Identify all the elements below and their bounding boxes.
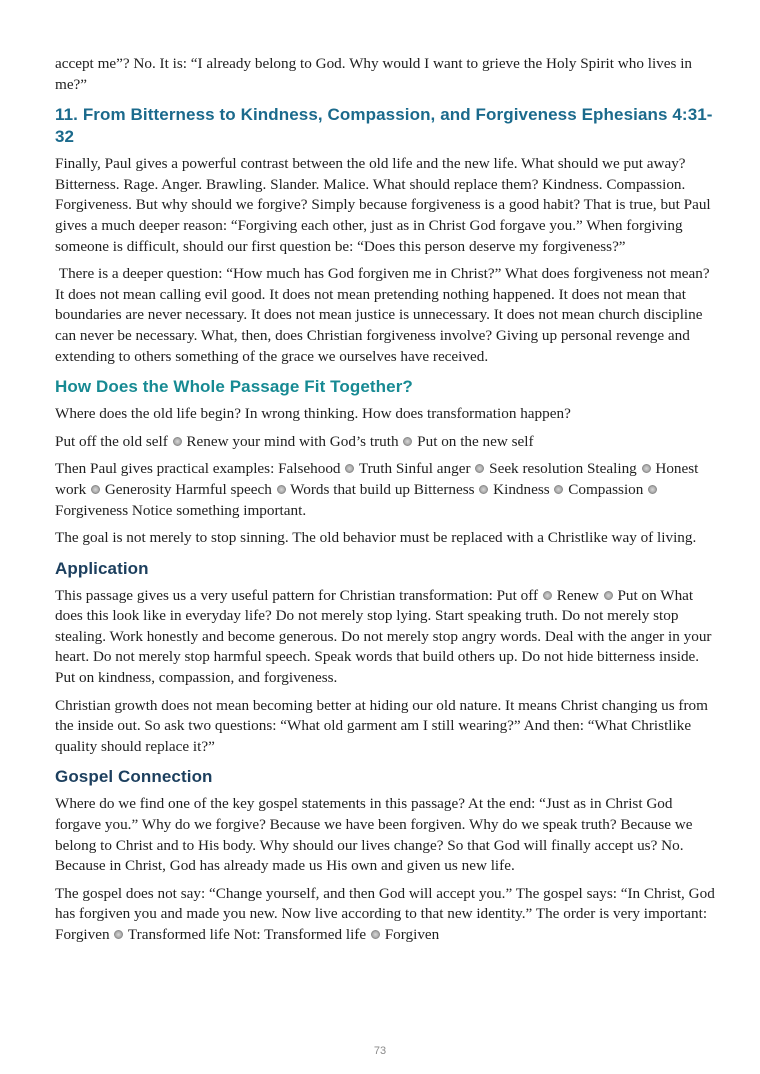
page-number: 73 (373, 1045, 387, 1057)
whole-passage-paragraph-3: The goal is not merely to stop sinning. The old behavior must be replaced with a Christlike way of living. (55, 529, 697, 547)
transformation-steps (55, 432, 718, 453)
examples-intro: Then Paul gives practical examples: Falsehood (55, 460, 341, 478)
circle-bullet-icon (648, 485, 657, 494)
gospel-connection-heading: Gospel Connection (55, 767, 213, 787)
example-item: Forgiveness Notice something important. (55, 501, 307, 519)
circle-bullet-icon (554, 485, 563, 494)
circle-bullet-icon (604, 591, 613, 600)
step-put-off: Put off the old self (55, 432, 168, 450)
example-item: Seek resolution Stealing (489, 460, 637, 478)
circle-bullet-icon (479, 485, 488, 494)
circle-bullet-icon (91, 485, 100, 494)
gospel-paragraph-2 (55, 884, 718, 946)
example-item: Kindness (493, 480, 550, 498)
example-item: Words that build up Bitterness (290, 480, 475, 498)
application-text-mid: Renew (556, 586, 599, 604)
gospel-text-mid: Transformed life Not: Transformed life (127, 926, 367, 943)
section-11-paragraph-2: There is a deeper question: “How much has God forgiven me in Christ?” What does forgiveness not mean? It does not mean calling evil good. It does not mean pretending nothing happened. It does not mean that boundaries are never necessary. It does not mean justice is unnecessary. It does not mean church discipline can never be necessary. What, then, does Christian forgiveness involve? Giving up personal revenge and extending to others something of the grace we ourselves have received. (55, 265, 714, 365)
gospel-paragraph-1: Where do we find one of the key gospel statements in this passage? At the end: “Just as in Christ God forgave you.” Why do we forgive? Because we have been forgiven. Why do we speak truth? Because we belong to Christ and to His body. Why should our lives change? So that God will finally accept us? No. Because in Christ, God has already made us His own and given us new life. (55, 795, 693, 875)
step-renew: Renew your mind with God’s truth (186, 432, 399, 450)
circle-bullet-icon (475, 464, 484, 473)
circle-bullet-icon (403, 437, 412, 446)
circle-bullet-icon (543, 591, 552, 600)
circle-bullet-icon (173, 437, 182, 446)
gospel-text-end: Forgiven (384, 926, 440, 943)
section-11-heading: 11. From Bitterness to Kindness, Compassion, and Forgiveness Ephesians 4:31-32 (55, 105, 713, 147)
intro-tail-paragraph: accept me”? No. It is: “I already belong to God. Why would I want to grieve the Holy Spirit who lives in me?” (55, 55, 693, 93)
application-heading: Application (55, 558, 149, 578)
circle-bullet-icon (277, 485, 286, 494)
example-item: Honest work (55, 460, 699, 498)
circle-bullet-icon (642, 464, 651, 473)
gospel-text-start: The gospel does not say: “Change yourself, and then God will accept you.” The gospel says: “In Christ, God has forgiven you and made you new. Now live according to that new identity.” The order is very important: Forgiven (55, 884, 715, 943)
application-paragraph-2: Christian growth does not mean becoming better at hiding our old nature. It means Christ changing us from the inside out. So ask two questions: “What old garment am I still wearing?” And then: “What Christlike quality should replace it?” (55, 696, 708, 755)
application-text-start: This passage gives us a very useful pattern for Christian transformation: Put off (55, 586, 539, 604)
section-11-paragraph-1: Finally, Paul gives a powerful contrast between the old life and the new life. What should we put away? Bitterness. Rage. Anger. Brawling. Slander. Malice. What should replace them? Kindness. Compassion. Forgiveness. But why should we forgive? Simply because forgiveness is a good habit? That is true, but Paul gives a much deeper reason: “Forgiving each other, just as in Christ God forgave you.” When forgiving someone is difficult, should our first question be: “Does this person deserve my forgiveness?” (55, 155, 711, 255)
circle-bullet-icon (114, 930, 123, 939)
whole-passage-heading: How Does the Whole Passage Fit Together? (55, 377, 413, 397)
circle-bullet-icon (345, 464, 354, 473)
step-put-on: Put on the new self (417, 432, 534, 450)
application-paragraph-1 (55, 586, 718, 689)
practical-examples (55, 459, 718, 521)
example-item: Compassion (568, 480, 644, 498)
application-text-rest: Put on What does this look like in everyday life? Do not merely stop lying. Start speaking truth. Do not merely stop stealing. Work honestly and become generous. Do not merely stop angry words. Deal with the anger in your heart. Do not merely stop harmful speech. Speak words that build others up. Do not hide bitterness inside. Put on kindness, compassion, and forgiveness. (55, 586, 712, 687)
example-item: Generosity Harmful speech (104, 480, 272, 498)
circle-bullet-icon (371, 930, 380, 939)
whole-passage-paragraph-1: Where does the old life begin? In wrong thinking. How does transformation happen? (55, 405, 571, 423)
example-item: Truth Sinful anger (358, 460, 471, 478)
